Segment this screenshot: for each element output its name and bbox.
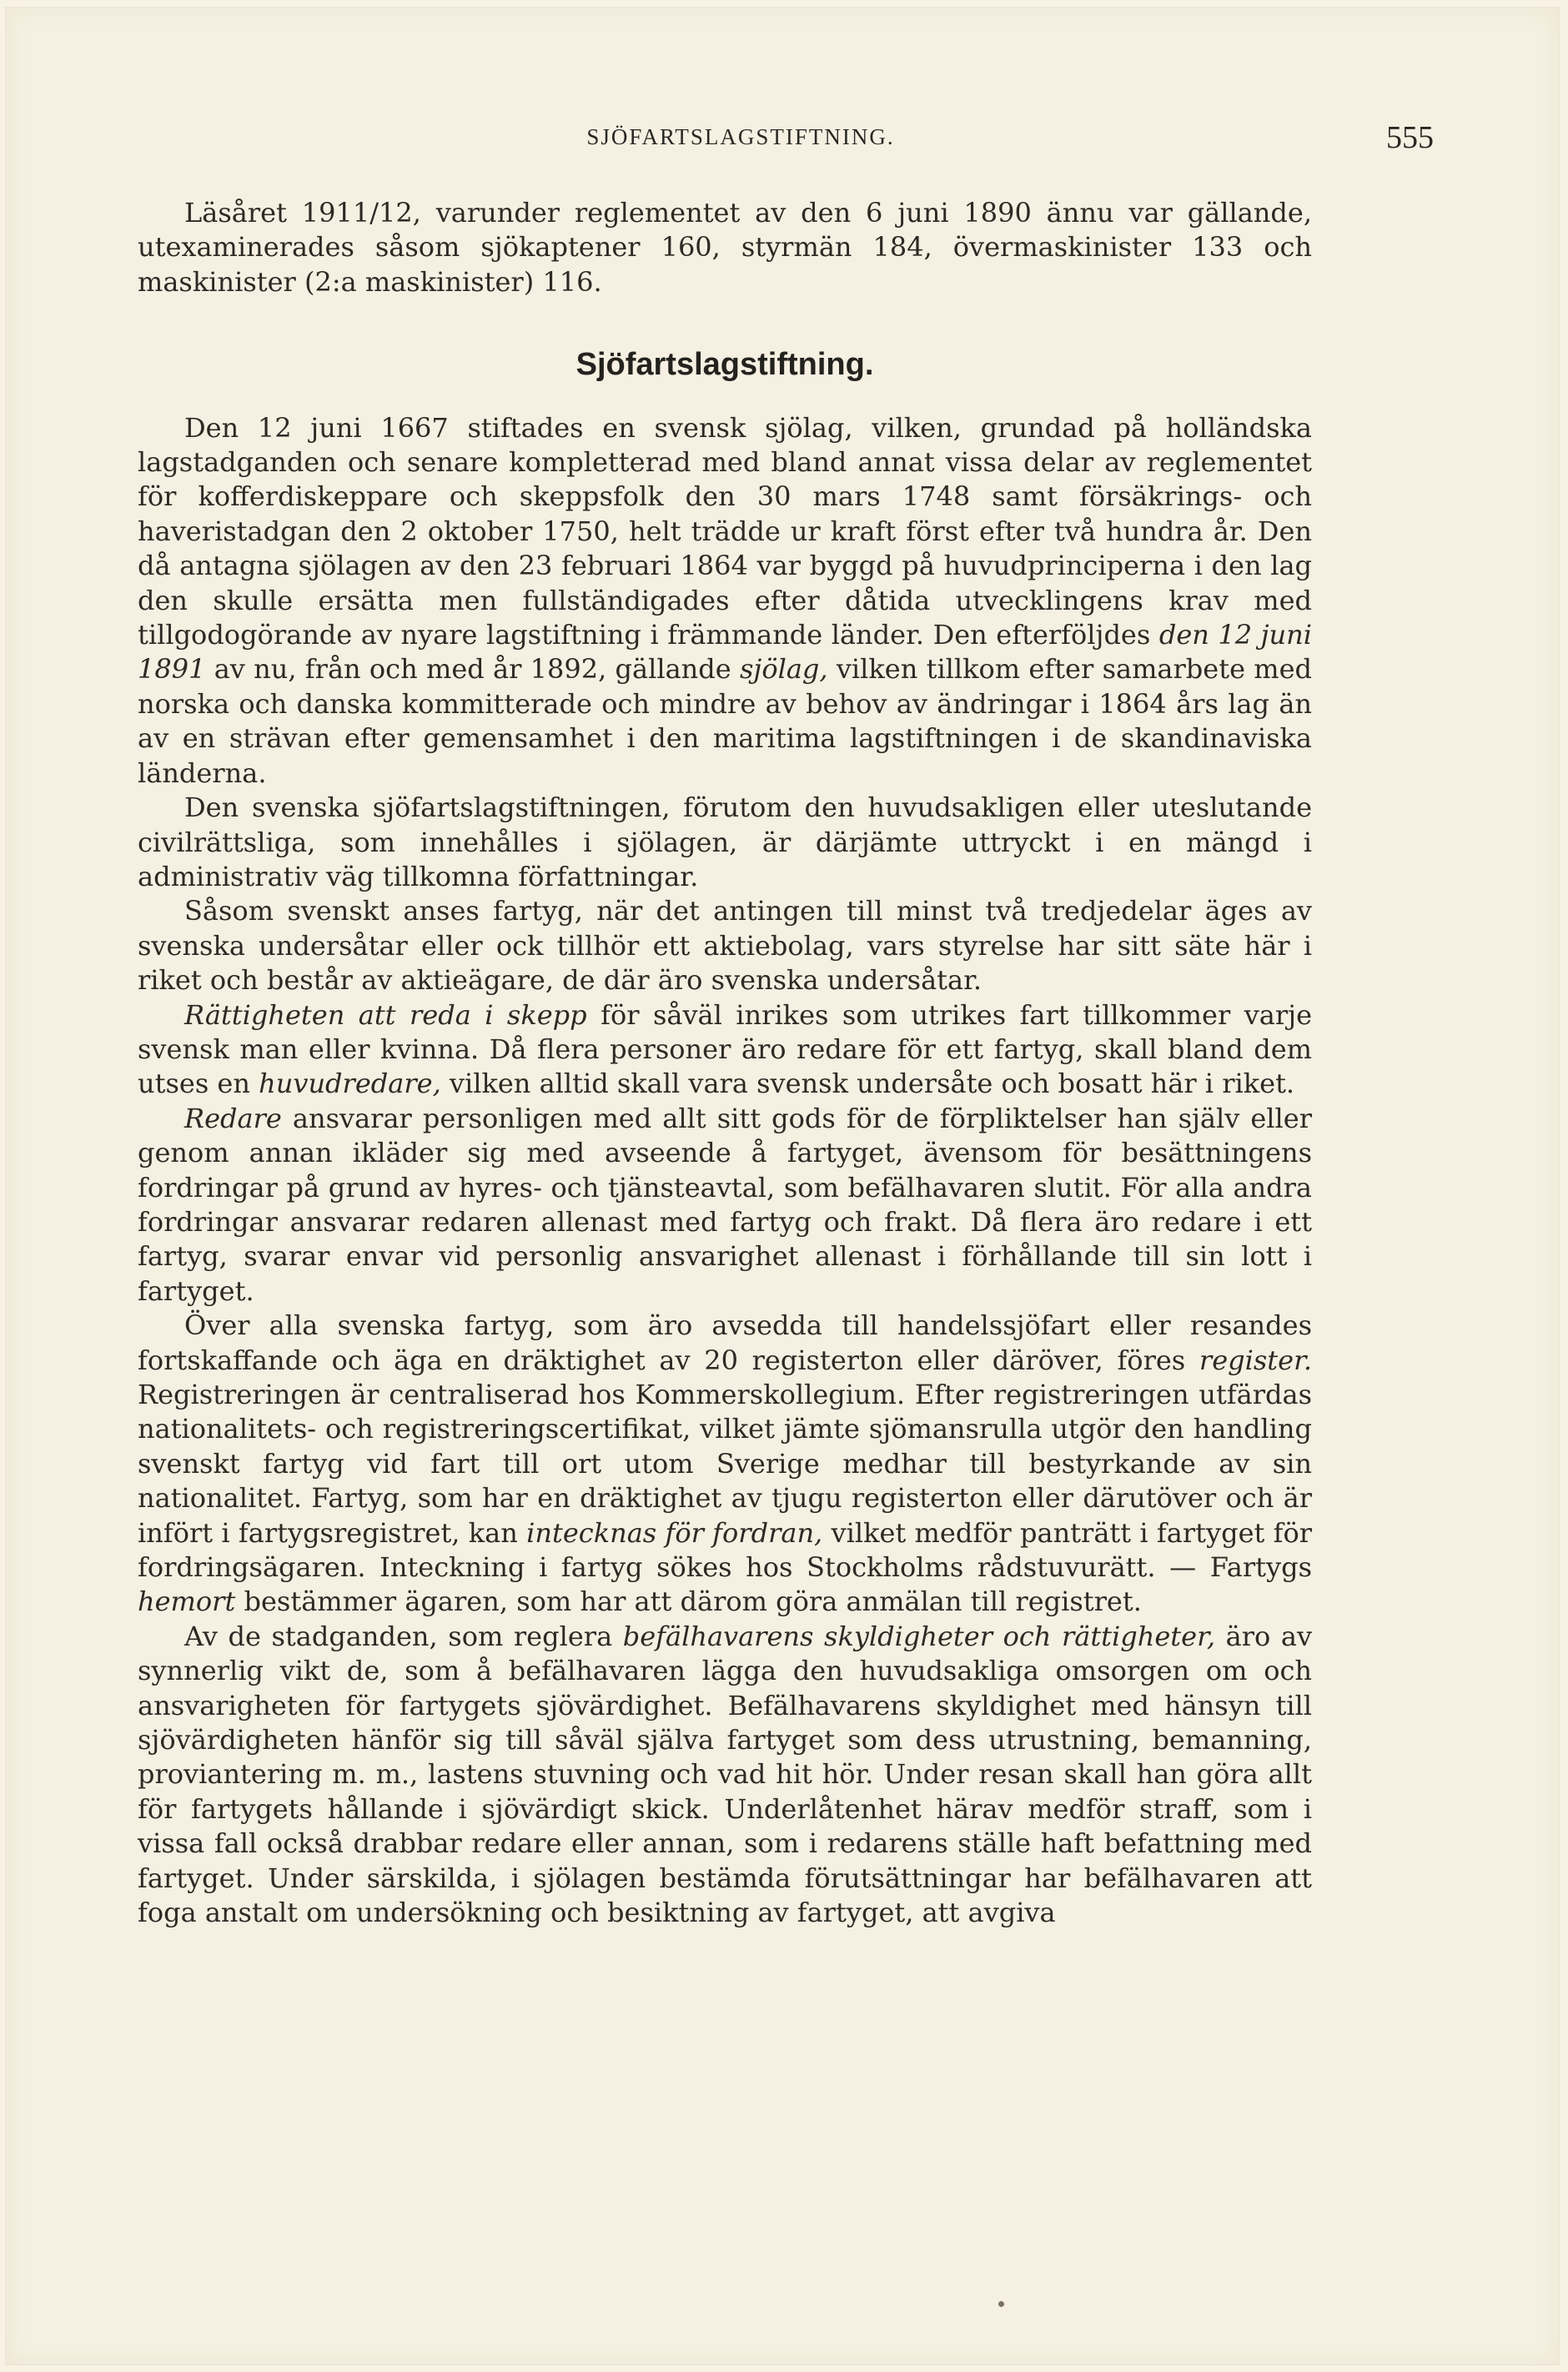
text-run: av nu, från och med år 1892, gällande xyxy=(214,653,731,686)
ink-speck xyxy=(998,2301,1004,2307)
page-number: 555 xyxy=(1386,120,1434,155)
body-text xyxy=(138,196,1312,1931)
text-run: ansvarar personligen med allt sitt gods för de förpliktelser han själv eller genom annan ikläder sig med avseende å fartyget, ävensom för besättningens fordringar på grund av hyres- och tjänsteavtal, som befälhavaren slutit. För alla andra fordringar ansvarar redaren allenast med fartyg och frakt. Då flera äro redare i ett fartyg, svarar envar vid personlig ansvarighet allenast i förhållande till sin lott i fartyget. xyxy=(138,1102,1313,1307)
text-run: för såväl inrikes som utrikes fart tillkommer varje svensk man eller kvinna. Då flera personer äro redare för ett fartyg, skall bland dem utses en xyxy=(138,998,1313,1100)
paragraph-administrative: Den svenska sjöfartslagstiftningen, förutom den huvudsakligen eller uteslutande civilrättsliga, som innehålles i sjölagen, är därjämte uttryckt i en mängd i administrativ väg tillkomna författningar. xyxy=(138,792,1312,892)
text-run: vilken tillkom efter samarbete med norska och danska kommitterade och mindre av behov av ändringar i 1864 års lag än av en strävan efter gemensamhet i den maritima lagstiftningen i de skandinaviska länderna. xyxy=(138,653,1313,789)
paragraph-sjolag-history xyxy=(138,411,1312,791)
text-run: bestämmer ägaren, som har att därom göra anmälan till registret. xyxy=(244,1586,1142,1618)
emphasis-term: befälhavarens skyldigheter och rättigheter, xyxy=(622,1620,1216,1652)
emphasis-term: Redare xyxy=(184,1102,282,1134)
emphasis-term: huvudredare, xyxy=(259,1068,441,1100)
emphasis-term: hemort xyxy=(138,1586,236,1618)
text-run: Registreringen är centraliserad hos Kommerskollegium. Efter registreringen utfärdas nationalitets- och registreringscertifikat, vilket jämte sjömansrulla utgör den handling svenskt fartyg vid fart till ort utom Sverige medhar till bestyrkande av sin nationalitet. Fartyg, som har en dräktighet av tjugu registerton eller därutöver och är infört i fartygsregistret, kan xyxy=(138,1379,1312,1549)
text-run: Över alla svenska fartyg, som äro avsedda till handelssjöfart eller resandes fortskaffande och äga en dräktighet av 20 registerton eller däröver, föres xyxy=(138,1309,1312,1376)
paragraph-redare-liability xyxy=(138,1102,1312,1309)
emphasis-term: register. xyxy=(1199,1344,1313,1376)
text-run: vilket medför panträtt i fartyget för fordringsägaren. Inteckning i fartyg sökes hos Stockholms rådstuvurätt. — Fartygs xyxy=(138,1516,1313,1584)
paragraph-register xyxy=(138,1309,1312,1620)
page-header xyxy=(173,120,1434,161)
text-run: Av de stadganden, som reglera xyxy=(184,1620,613,1652)
section-heading: Sjöfartslagstiftning. xyxy=(575,347,874,383)
text-run: vilken alltid skall vara svensk undersåte och bosatt här i riket. xyxy=(449,1068,1295,1100)
emphasis-term: intecknas för fordran, xyxy=(526,1516,823,1549)
paper-sheet xyxy=(5,7,1560,2365)
text-run: äro av synnerlig vikt de, som å befälhavaren lägga den huvudsakliga omsorgen om och ansvarigheten för fartygets sjövärdighet. Befälhavarens skyldighet med hänsyn till sjövärdigheten hänför sig till såväl själva fartyget som dess utrustning, bemanning, proviantering m. m., lastens stuvning och vad hit hör. Under resan skall han göra allt för fartygets hållande i sjövärdigt skick. Underlåtenhet härav medför straff, som i vissa fall också drabbar redare eller annan, som i redarens ställe haft befattning med fartyget. Under särskilda, i sjölagen bestämda förutsättningar har befälhavaren att foga anstalt om undersökning och besiktning av fartyget, att avgiva xyxy=(138,1620,1313,1929)
paragraph-swedish-ship: Såsom svenskt anses fartyg, när det antingen till minst två tredjedelar äges av svenska undersåtar eller ock tillhör ett aktiebolag, vars styrelse har sitt säte här i riket och består av aktieägare, de där äro svenska undersåtar. xyxy=(138,895,1312,997)
text-run: Den 12 juni 1667 stiftades en svensk sjölag, vilken, grundad på holländska lagstadganden och senare kompletterad med bland annat vissa delar av reglementet för kofferdiskeppare och skeppsfolk den 30 mars 1748 samt försäkrings- och haveristadgan den 2 oktober 1750, helt trädde ur kraft först efter två hundra år. Den då antagna sjölagen av den 23 februari 1864 var byggd på huvudprinciperna i den lag den skulle ersätta men fullständigades efter dåtida utvecklingens krav med tillgodogörande av nyare lagstiftning i främmande länder. Den efterföljdes xyxy=(138,411,1312,651)
paragraph-redare-rights xyxy=(138,998,1312,1102)
intro-paragraph: Läsåret 1911/12, varunder reglementet av den 6 juni 1890 ännu var gällande, utexaminerades såsom sjökaptener 160, styrmän 184, övermaskinister 133 och maskinister (2:a maskinister) 116. xyxy=(138,197,1312,298)
emphasis-term: sjölag, xyxy=(739,653,828,686)
paragraph-master-duties xyxy=(138,1620,1312,1931)
emphasis-date: den 12 juni 1891 xyxy=(138,619,1313,686)
running-head: SJÖFARTSLAGSTIFTNING. xyxy=(586,124,895,149)
emphasis-term: Rättigheten att reda i skepp xyxy=(184,998,587,1031)
